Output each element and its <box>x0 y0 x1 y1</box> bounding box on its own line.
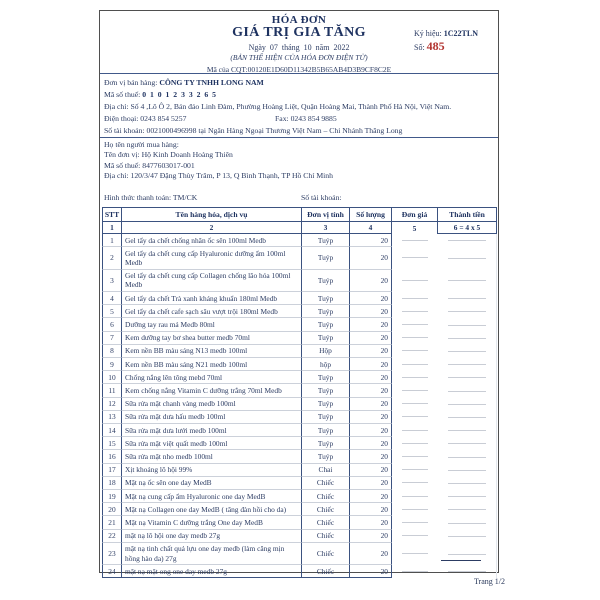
faded-value-placeholder <box>402 482 428 483</box>
cell-unit-price <box>392 477 438 490</box>
cell-amount <box>438 371 497 384</box>
cell-amount <box>438 345 497 358</box>
cell-stt: 2 <box>102 247 122 269</box>
colnum-1: 1 <box>102 222 122 234</box>
cell-quantity: 20 <box>350 424 392 437</box>
cell-unit-price <box>392 384 438 397</box>
faded-value-placeholder <box>448 258 486 259</box>
cell-stt: 21 <box>102 516 122 529</box>
seller-phone: Điện thoại: 0243 854 5257 <box>104 113 187 123</box>
cell-amount <box>438 516 497 529</box>
faded-value-placeholder <box>402 416 428 417</box>
cell-unit-price <box>392 371 438 384</box>
faded-value-placeholder <box>402 456 428 457</box>
seller-unit-value: CÔNG TY TNHH LONG NAM <box>159 78 264 87</box>
cell-amount <box>438 424 497 437</box>
cell-amount <box>438 450 497 463</box>
table-row <box>102 477 497 490</box>
invoice-page <box>99 10 499 576</box>
seller-fax: Fax: 0243 854 9885 <box>275 113 337 123</box>
table-row <box>102 332 497 345</box>
table-row <box>102 503 497 516</box>
cell-quantity: 20 <box>350 318 392 331</box>
cell-amount <box>438 437 497 450</box>
serial-value: 1C22TLN <box>443 29 479 38</box>
table-row <box>102 424 497 437</box>
cell-quantity: 20 <box>350 464 392 477</box>
cell-amount <box>438 292 497 305</box>
cell-amount <box>438 411 497 424</box>
seller-tax-line <box>104 89 495 101</box>
cell-quantity: 20 <box>350 292 392 305</box>
cell-quantity: 20 <box>350 305 392 318</box>
cell-unit-price <box>392 318 438 331</box>
invoice-title-block <box>140 15 458 74</box>
cell-quantity: 20 <box>350 516 392 529</box>
cell-item-name: Kem dưỡng tay bơ shea butter medb 70ml <box>122 332 302 345</box>
faded-value-placeholder <box>448 496 486 497</box>
table-row <box>102 358 497 371</box>
faded-value-placeholder <box>402 571 428 572</box>
cell-quantity: 20 <box>350 437 392 450</box>
cell-unit: Tuýp <box>302 247 350 269</box>
cell-stt: 4 <box>102 292 122 305</box>
cell-amount <box>438 398 497 411</box>
cell-item-name: mặt nạ tinh chất quả lựu one day medb (làm căng mịn hồng hào da) 27g <box>122 543 302 565</box>
cell-unit-price <box>392 234 438 247</box>
table-row <box>102 270 497 292</box>
cell-stt: 18 <box>102 477 122 490</box>
cell-unit: Chiếc <box>302 490 350 503</box>
cell-stt: 11 <box>102 384 122 397</box>
faded-value-placeholder <box>448 470 486 471</box>
seller-address-line: Địa chỉ: Số 4 ,Lô Ô 2, Bán đảo Linh Đàm, Phường Hoàng Liệt, Quận Hoàng Mai, Thành Phố Hà Nội, Việt Nam. <box>104 101 452 111</box>
cell-quantity: 20 <box>350 565 392 578</box>
faded-value-placeholder <box>448 571 486 572</box>
faded-value-placeholder <box>448 377 486 378</box>
cell-item-name: Mặt nạ ốc sên one day MedB <box>122 477 302 490</box>
cell-item-name: Gel tẩy da chết chống nhăn ốc sên 100ml Medb <box>122 234 302 247</box>
cell-amount <box>438 530 497 543</box>
cell-stt: 20 <box>102 503 122 516</box>
cell-quantity: 20 <box>350 450 392 463</box>
cell-quantity: 20 <box>350 247 392 269</box>
invoice-cqt-code: Mã của CQT:00120E1D60D11342B5B65AB4D3B9CF8C2E <box>206 65 392 74</box>
table-row <box>102 398 497 411</box>
header-unit-price: Đơn giá <box>392 207 438 222</box>
cell-unit-price <box>392 411 438 424</box>
cell-unit-price <box>392 332 438 345</box>
cell-unit: Tuýp <box>302 270 350 292</box>
cell-amount <box>438 358 497 371</box>
cell-item-name: Sữa rửa mặt nho medb 100ml <box>122 450 302 463</box>
faded-value-placeholder <box>402 311 428 312</box>
table-row <box>102 384 497 397</box>
table-row <box>102 464 497 477</box>
payment-method-line <box>104 193 495 203</box>
cell-unit-price <box>392 398 438 411</box>
cell-unit-price <box>392 247 438 269</box>
faded-value-placeholder <box>448 391 486 392</box>
faded-value-placeholder <box>402 469 428 470</box>
cell-stt: 10 <box>102 371 122 384</box>
cell-stt: 14 <box>102 424 122 437</box>
seller-tax-value: 0 1 0 1 2 3 3 2 6 5 <box>142 89 217 99</box>
cell-unit: Tuýp <box>302 450 350 463</box>
cell-item-name: mặt nạ mật ong one day medb 27g <box>122 565 302 578</box>
table-row <box>102 490 497 503</box>
faded-value-placeholder <box>402 324 428 325</box>
cell-unit: Tuýp <box>302 332 350 345</box>
faded-value-placeholder <box>448 325 486 326</box>
faded-value-placeholder <box>448 404 486 405</box>
cell-stt: 8 <box>102 345 122 358</box>
faded-value-placeholder <box>448 240 486 241</box>
faded-value-placeholder <box>448 483 486 484</box>
cell-unit: Tuýp <box>302 234 350 247</box>
table-row <box>102 292 497 305</box>
buyer-tax-line: Mã số thuế: 8477603017-001 <box>104 160 195 170</box>
faded-value-placeholder <box>448 509 486 510</box>
cell-stt: 15 <box>102 437 122 450</box>
cell-amount <box>438 332 497 345</box>
table-header-row <box>102 207 497 222</box>
header-stt: STT <box>102 207 122 222</box>
cell-quantity: 20 <box>350 477 392 490</box>
faded-value-placeholder <box>402 443 428 444</box>
table-row <box>102 318 497 331</box>
faded-value-placeholder <box>402 535 428 536</box>
cell-quantity: 20 <box>350 345 392 358</box>
faded-value-placeholder <box>402 509 428 510</box>
cell-item-name: Dưỡng tay rau má Medb 80ml <box>122 318 302 331</box>
cell-item-name: Kem nền BB màu sáng N21 medb 100ml <box>122 358 302 371</box>
faded-value-placeholder <box>448 338 486 339</box>
table-row <box>102 543 497 565</box>
colnum-4: 4 <box>350 222 392 234</box>
invoice-number-value: 485 <box>426 39 445 53</box>
cell-item-name: Mặt nạ cung cấp ẩm Hyaluronic one day MedB <box>122 490 302 503</box>
cell-unit: Chai <box>302 464 350 477</box>
invoice-title-line1: HÓA ĐƠN <box>271 14 327 26</box>
cell-quantity: 20 <box>350 332 392 345</box>
header-item-name: Tên hàng hóa, dịch vụ <box>122 207 302 222</box>
table-row <box>102 234 497 247</box>
cell-unit-price <box>392 490 438 503</box>
cell-unit-price <box>392 516 438 529</box>
cell-amount <box>438 464 497 477</box>
faded-value-placeholder <box>402 240 428 241</box>
cell-unit: Tuýp <box>302 292 350 305</box>
cell-amount <box>438 318 497 331</box>
cell-unit: Tuýp <box>302 398 350 411</box>
cell-quantity: 20 <box>350 398 392 411</box>
cell-amount <box>438 305 497 318</box>
cell-stt: 12 <box>102 398 122 411</box>
cell-unit: Chiếc <box>302 565 350 578</box>
cell-amount <box>438 270 497 292</box>
faded-value-placeholder <box>402 430 428 431</box>
cell-unit-price <box>392 450 438 463</box>
buyer-address-line: Địa chỉ: 120/3/47 Đặng Thùy Trâm, P 13, Q Bình Thạnh, TP Hồ Chí Minh <box>104 170 333 180</box>
seller-tax-label: Mã số thuế: <box>104 89 141 99</box>
cell-item-name: Chống nắng lên tông mebd 70ml <box>122 371 302 384</box>
cell-unit-price <box>392 345 438 358</box>
cell-amount <box>438 477 497 490</box>
items-table <box>102 207 497 578</box>
faded-value-placeholder <box>402 350 428 351</box>
cell-amount <box>438 503 497 516</box>
invoice-serial-line <box>414 28 478 40</box>
cell-unit: Tuýp <box>302 371 350 384</box>
table-row <box>102 345 497 358</box>
cell-quantity: 20 <box>350 503 392 516</box>
table-row <box>102 371 497 384</box>
faded-value-placeholder <box>402 364 428 365</box>
cell-quantity: 20 <box>350 371 392 384</box>
cell-unit-price <box>392 543 438 565</box>
header-quantity: Số lượng <box>350 207 392 222</box>
header-amount: Thành tiền <box>438 207 497 222</box>
cell-item-name: Kem chống nắng Vitamin C dưỡng trắng 70ml Medb <box>122 384 302 397</box>
cell-item-name: Mặt nạ Collagen one day MedB ( tăng đàn hồi cho da) <box>122 503 302 516</box>
faded-value-placeholder <box>448 311 486 312</box>
colnum-3: 3 <box>302 222 350 234</box>
faded-value-placeholder <box>448 280 486 281</box>
cell-item-name: Gel tẩy da chết cung cấp Collagen chống lão hóa 100ml Medb <box>122 270 302 292</box>
cell-quantity: 20 <box>350 234 392 247</box>
faded-value-placeholder <box>402 496 428 497</box>
cell-unit: Chiếc <box>302 477 350 490</box>
faded-value-placeholder <box>448 536 486 537</box>
cell-quantity: 20 <box>350 270 392 292</box>
cell-item-name: Gel tẩy da chết Trà xanh kháng khuẩn 180ml Medb <box>122 292 302 305</box>
faded-value-placeholder <box>448 417 486 418</box>
buyer-info-block <box>104 140 495 203</box>
cell-stt: 23 <box>102 543 122 565</box>
faded-value-placeholder <box>402 403 428 404</box>
faded-value-placeholder <box>448 523 486 524</box>
cell-item-name: Sữa rửa mặt dưa hấu medb 100ml <box>122 411 302 424</box>
table-row <box>102 450 497 463</box>
faded-value-placeholder <box>448 443 486 444</box>
faded-value-placeholder <box>402 553 428 554</box>
cell-stt: 22 <box>102 530 122 543</box>
cell-stt: 19 <box>102 490 122 503</box>
cell-item-name: Sữa rửa mặt chanh vàng medb 100ml <box>122 398 302 411</box>
cell-stt: 13 <box>102 411 122 424</box>
cell-unit: Tuýp <box>302 318 350 331</box>
cell-stt: 24 <box>102 565 122 578</box>
cell-unit-price <box>392 424 438 437</box>
seller-phone-fax-line <box>104 113 495 125</box>
cell-amount <box>438 234 497 247</box>
payment-method: Hình thức thanh toán: TM/CK <box>104 193 198 203</box>
cell-stt: 6 <box>102 318 122 331</box>
faded-value-placeholder <box>402 298 428 299</box>
cell-item-name: Mặt nạ Vitamin C dưỡng trắng One day MedB <box>122 516 302 529</box>
cell-unit: hộp <box>302 358 350 371</box>
table-column-number-row <box>102 222 497 234</box>
table-row <box>102 530 497 543</box>
buyer-unit-line: Tên đơn vị: Hộ Kinh Doanh Hoàng Thiên <box>104 150 233 160</box>
buyer-name-line: Họ tên người mua hàng: <box>104 140 179 149</box>
section-divider <box>100 137 498 138</box>
cell-quantity: 20 <box>350 411 392 424</box>
items-body <box>102 234 497 578</box>
faded-value-placeholder <box>402 377 428 378</box>
cell-unit-price <box>392 270 438 292</box>
table-row <box>102 411 497 424</box>
cell-stt: 9 <box>102 358 122 371</box>
table-row <box>102 437 497 450</box>
cell-unit-price <box>392 503 438 516</box>
faded-value-placeholder <box>448 457 486 458</box>
amount-total-underline <box>441 560 481 561</box>
cell-unit: Chiếc <box>302 543 350 565</box>
invoice-serial-block <box>414 28 478 54</box>
cell-unit: Tuýp <box>302 384 350 397</box>
invoice-date: Ngày 07 tháng 10 năm 2022 <box>248 43 350 52</box>
colnum-2: 2 <box>122 222 302 234</box>
cell-item-name: Kem nền BB màu sáng N13 medb 100ml <box>122 345 302 358</box>
cell-unit-price <box>392 530 438 543</box>
cell-item-name: Sữa rửa mặt việt quất medb 100ml <box>122 437 302 450</box>
cell-unit: Hộp <box>302 345 350 358</box>
cell-quantity: 20 <box>350 490 392 503</box>
cell-unit-price <box>392 358 438 371</box>
table-row <box>102 305 497 318</box>
cell-unit: Chiếc <box>302 530 350 543</box>
buyer-account-label: Số tài khoản: <box>301 193 342 203</box>
faded-value-placeholder <box>448 554 486 555</box>
invoice-number-line <box>414 40 478 54</box>
cell-quantity: 20 <box>350 358 392 371</box>
section-divider <box>100 73 498 74</box>
cell-item-name: Gel tẩy da chết cafe sạch sâu vượt trội 180ml Medb <box>122 305 302 318</box>
faded-value-placeholder <box>402 257 428 258</box>
table-row <box>102 516 497 529</box>
faded-value-placeholder <box>402 522 428 523</box>
cell-unit: Tuýp <box>302 305 350 318</box>
invoice-number-label: Số: <box>414 43 425 52</box>
seller-unit-line <box>104 77 495 89</box>
faded-value-placeholder <box>448 351 486 352</box>
cell-unit: Chiếc <box>302 503 350 516</box>
invoice-title-line2: GIÁ TRỊ GIA TĂNG <box>232 25 366 40</box>
colnum-6: 6 = 4 x 5 <box>438 222 497 234</box>
faded-value-placeholder <box>448 364 486 365</box>
cell-amount <box>438 384 497 397</box>
cell-stt: 5 <box>102 305 122 318</box>
cell-item-name: mặt nạ lô hội one day medb 27g <box>122 530 302 543</box>
seller-bank-line: Số tài khoản: 0021000496998 tại Ngân Hàng Ngoại Thương Việt Nam – Chi Nhánh Thăng Long <box>104 125 403 135</box>
seller-info-block <box>104 77 495 137</box>
table-row <box>102 247 497 269</box>
cell-unit-price <box>392 437 438 450</box>
cell-amount <box>438 247 497 269</box>
faded-value-placeholder <box>448 298 486 299</box>
seller-unit-label: Đơn vị bán hàng: <box>104 78 158 87</box>
invoice-subtitle: (BẢN THỂ HIỆN CỦA HÓA ĐƠN ĐIỆN TỬ) <box>230 53 368 62</box>
faded-value-placeholder <box>402 337 428 338</box>
cell-unit: Tuýp <box>302 411 350 424</box>
cell-amount <box>438 490 497 503</box>
cell-stt: 16 <box>102 450 122 463</box>
cell-item-name: Gel tẩy da chết cung cấp Hyaluronic dưỡng ẩm 100ml Medb <box>122 247 302 269</box>
cell-quantity: 20 <box>350 543 392 565</box>
cell-quantity: 20 <box>350 384 392 397</box>
cell-stt: 1 <box>102 234 122 247</box>
cell-unit-price <box>392 292 438 305</box>
colnum-5: 5 <box>392 222 438 234</box>
cell-stt: 17 <box>102 464 122 477</box>
cell-stt: 3 <box>102 270 122 292</box>
faded-value-placeholder <box>402 390 428 391</box>
cell-stt: 7 <box>102 332 122 345</box>
cell-unit: Tuýp <box>302 424 350 437</box>
cell-unit-price <box>392 305 438 318</box>
faded-value-placeholder <box>402 280 428 281</box>
cell-item-name: Sữa rửa mặt dưa lưới medb 100ml <box>122 424 302 437</box>
faded-value-placeholder <box>448 430 486 431</box>
page-number: Trang 1/2 <box>473 577 505 586</box>
header-unit: Đơn vị tính <box>302 207 350 222</box>
cell-unit: Chiếc <box>302 516 350 529</box>
cell-item-name: Xịt khoáng lô hội 99% <box>122 464 302 477</box>
serial-label: Ký hiệu: <box>414 29 442 38</box>
cell-amount <box>438 543 497 565</box>
cell-unit: Tuýp <box>302 437 350 450</box>
cell-unit-price <box>392 464 438 477</box>
cell-quantity: 20 <box>350 530 392 543</box>
